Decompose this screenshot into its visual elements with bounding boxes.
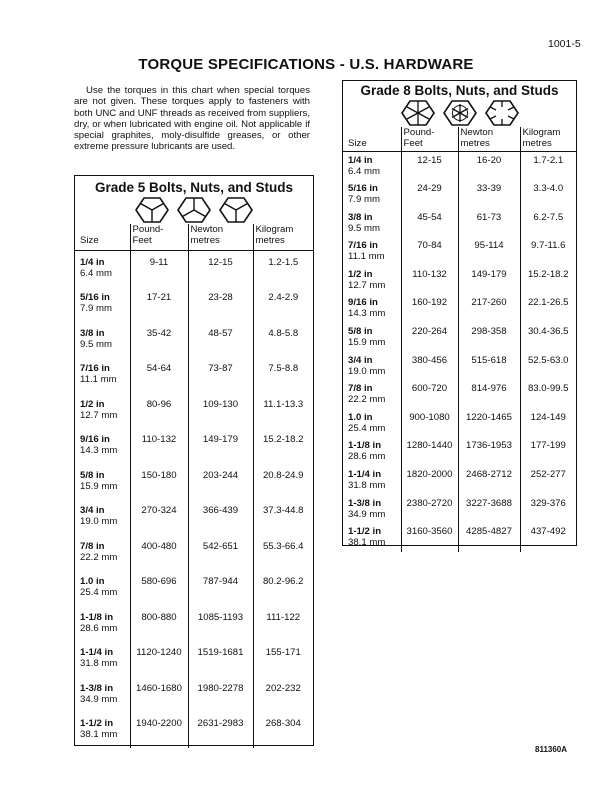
table-row	[343, 209, 576, 238]
kilogram-metres-cell: 37.3-44.8	[253, 499, 313, 535]
grade8-torque-table	[342, 80, 577, 549]
newton-metres-cell: 109-130	[188, 393, 253, 429]
pound-feet-cell: 35-42	[130, 322, 188, 358]
pound-feet-cell: 220-264	[401, 323, 458, 352]
table-row	[75, 393, 313, 429]
size-inches: 5/8 in	[348, 326, 373, 338]
size-mm: 7.9 mm	[348, 194, 380, 206]
size-mm: 14.3 mm	[348, 308, 386, 320]
hex-head-3-radial-lines-icon	[135, 196, 169, 224]
size-cell	[343, 380, 401, 409]
kilogram-metres-cell: 9.7-11.6	[520, 237, 576, 266]
kilogram-metres-cell: 15.2-18.2	[520, 266, 576, 295]
grade5-table	[75, 224, 313, 748]
size-mm: 25.4 mm	[348, 422, 386, 434]
newton-metres-cell: 16-20	[458, 152, 520, 181]
figure-number: 811360A	[535, 745, 568, 754]
page-number: 1001-5	[548, 38, 581, 50]
table-row	[75, 357, 313, 393]
grade5-torque-table	[74, 175, 314, 746]
size-cell	[343, 152, 401, 181]
newton-metres-cell: 12-15	[188, 251, 253, 287]
size-inches: 1-3/8 in	[348, 497, 382, 509]
hex-head-6-radial-lines-icon	[485, 99, 519, 127]
size-inches: 3/4 in	[80, 505, 105, 516]
size-mm: 22.2 mm	[80, 551, 118, 563]
newton-metres-cell: 515-618	[458, 352, 520, 381]
newton-metres-cell: 61-73	[458, 209, 520, 238]
pound-feet-cell: 1280-1440	[401, 437, 458, 466]
size-inches: 5/16 in	[80, 292, 110, 303]
size-inches: 5/16 in	[348, 183, 378, 195]
size-mm: 15.9 mm	[80, 480, 118, 492]
kilogram-metres-cell: 1.2-1.5	[253, 251, 313, 287]
kilogram-metres-cell: 202-232	[253, 677, 313, 713]
size-cell	[343, 466, 401, 495]
newton-metres-cell: 95-114	[458, 237, 520, 266]
table-header-row	[343, 127, 576, 152]
table-row	[343, 523, 576, 552]
pound-feet-cell: 1120-1240	[130, 641, 188, 677]
size-cell	[75, 606, 130, 642]
pound-feet-cell: 2380-2720	[401, 495, 458, 524]
size-cell	[75, 712, 130, 748]
intro-text: Use the torques in this chart when special torques are not given. These torques apply to fasteners with both UNC and UNF threads as received from suppliers, dry, or when lubricated with engine oil. Not applicable if special graphites, moly-disulfide greases, or other extreme pressure lubricants are used.	[74, 85, 310, 153]
size-cell	[343, 266, 401, 295]
pound-feet-cell: 1460-1680	[130, 677, 188, 713]
pound-feet-cell: 380-456	[401, 352, 458, 381]
kilogram-metres-header: Kilogram metres	[253, 224, 313, 251]
size-inches: 7/8 in	[80, 540, 105, 552]
pound-feet-cell: 24-29	[401, 180, 458, 209]
pound-feet-cell: 45-54	[401, 209, 458, 238]
newton-metres-cell: 1980-2278	[188, 677, 253, 713]
newton-metres-cell: 1085-1193	[188, 606, 253, 642]
size-mm: 9.5 mm	[348, 222, 380, 234]
newton-metres-cell: 787-944	[188, 570, 253, 606]
kilogram-metres-cell: 6.2-7.5	[520, 209, 576, 238]
size-inches: 3/8 in	[80, 327, 105, 339]
size-cell	[343, 237, 401, 266]
newton-metres-cell: 4285-4827	[458, 523, 520, 552]
size-inches: 1/2 in	[80, 398, 105, 410]
pound-feet-cell: 12-15	[401, 152, 458, 181]
size-inches: 5/8 in	[80, 469, 105, 481]
pound-feet-cell: 580-696	[130, 570, 188, 606]
newton-metres-cell: 2631-2983	[188, 712, 253, 748]
intro-paragraph	[74, 85, 310, 153]
size-mm: 15.9 mm	[348, 337, 386, 349]
pound-feet-header: Pound- Feet	[401, 127, 458, 152]
table-row	[75, 251, 313, 287]
kilogram-metres-cell: 1.7-2.1	[520, 152, 576, 181]
kilogram-metres-cell: 20.8-24.9	[253, 464, 313, 500]
newton-metres-cell: 1220-1465	[458, 409, 520, 438]
table-row	[343, 380, 576, 409]
newton-metres-cell: 48-57	[188, 322, 253, 358]
size-cell	[343, 180, 401, 209]
table-row	[343, 237, 576, 266]
table-header-row	[75, 224, 313, 251]
size-mm: 19.0 mm	[348, 365, 386, 377]
size-mm: 12.7 mm	[80, 409, 118, 421]
hex-head-3-radial-lines-icon	[177, 196, 211, 224]
table-row	[75, 464, 313, 500]
pound-feet-cell: 400-480	[130, 535, 188, 571]
size-mm: 31.8 mm	[348, 480, 386, 492]
table-row	[343, 266, 576, 295]
size-inches: 1-1/2 in	[348, 526, 382, 538]
pound-feet-cell: 9-11	[130, 251, 188, 287]
table-row	[75, 606, 313, 642]
table-row	[343, 323, 576, 352]
size-inches: 3/4 in	[348, 354, 373, 366]
kilogram-metres-cell: 11.1-13.3	[253, 393, 313, 429]
grade8-title: Grade 8 Bolts, Nuts, and Studs	[360, 83, 559, 98]
size-cell	[343, 323, 401, 352]
size-inches: 7/16 in	[80, 363, 110, 374]
pound-feet-cell: 270-324	[130, 499, 188, 535]
size-inches: 1-1/4 in	[348, 469, 382, 481]
kilogram-metres-header: Kilogram metres	[520, 127, 576, 152]
kilogram-metres-cell: 22.1-26.5	[520, 294, 576, 323]
pound-feet-cell: 900-1080	[401, 409, 458, 438]
size-mm: 6.4 mm	[80, 268, 112, 279]
size-inches: 1/4 in	[80, 257, 105, 268]
table-row	[343, 495, 576, 524]
size-cell	[75, 322, 130, 358]
size-mm: 28.6 mm	[80, 622, 118, 634]
size-inches: 9/16 in	[80, 434, 110, 445]
newton-metres-cell: 33-39	[458, 180, 520, 209]
kilogram-metres-cell: 7.5-8.8	[253, 357, 313, 393]
size-inches: 9/16 in	[348, 297, 378, 309]
kilogram-metres-cell: 15.2-18.2	[253, 428, 313, 464]
table-row	[343, 180, 576, 209]
table-row	[75, 535, 313, 571]
kilogram-metres-cell: 252-277	[520, 466, 576, 495]
size-inches: 1-1/8 in	[80, 611, 114, 623]
size-mm: 7.9 mm	[80, 303, 112, 314]
size-cell	[75, 570, 130, 606]
table-row	[343, 466, 576, 495]
newton-metres-cell: 814-976	[458, 380, 520, 409]
size-inches: 3/8 in	[348, 211, 373, 223]
table-row	[343, 437, 576, 466]
kilogram-metres-cell: 437-492	[520, 523, 576, 552]
newton-metres-cell: 542-651	[188, 535, 253, 571]
hex-head-3-radial-lines-icon	[219, 196, 253, 224]
pound-feet-cell: 80-96	[130, 393, 188, 429]
table-row	[75, 570, 313, 606]
table-row	[75, 286, 313, 322]
newton-metres-header: Newton metres	[188, 224, 253, 251]
kilogram-metres-cell: 111-122	[253, 606, 313, 642]
kilogram-metres-cell: 83.0-99.5	[520, 380, 576, 409]
kilogram-metres-cell: 124-149	[520, 409, 576, 438]
size-header: Size	[75, 224, 130, 251]
size-cell	[75, 251, 130, 287]
pound-feet-cell: 600-720	[401, 380, 458, 409]
size-mm: 11.1 mm	[80, 374, 117, 385]
size-cell	[75, 677, 130, 713]
size-mm: 38.1 mm	[348, 537, 386, 549]
size-mm: 22.2 mm	[348, 394, 386, 406]
size-mm: 14.3 mm	[80, 445, 118, 456]
size-mm: 38.1 mm	[80, 729, 118, 740]
table-row	[343, 409, 576, 438]
size-cell	[75, 357, 130, 393]
size-cell	[75, 499, 130, 535]
table-row	[75, 499, 313, 535]
page-title: TORQUE SPECIFICATIONS - U.S. HARDWARE	[138, 56, 474, 73]
kilogram-metres-cell: 55.3-66.4	[253, 535, 313, 571]
pound-feet-cell: 54-64	[130, 357, 188, 393]
newton-metres-cell: 2468-2712	[458, 466, 520, 495]
table-row	[343, 152, 576, 181]
pound-feet-header: Pound- Feet	[130, 224, 188, 251]
size-mm: 25.4 mm	[80, 587, 118, 598]
size-inches: 1-1/2 in	[80, 718, 114, 729]
grade5-bolt-head-icons	[75, 196, 313, 224]
size-cell	[343, 352, 401, 381]
newton-metres-cell: 217-260	[458, 294, 520, 323]
newton-metres-cell: 298-358	[458, 323, 520, 352]
pound-feet-cell: 150-180	[130, 464, 188, 500]
size-cell	[343, 437, 401, 466]
pound-feet-cell: 1820-2000	[401, 466, 458, 495]
size-cell	[343, 495, 401, 524]
size-cell	[75, 286, 130, 322]
newton-metres-cell: 23-28	[188, 286, 253, 322]
size-cell	[343, 523, 401, 552]
kilogram-metres-cell: 3.3-4.0	[520, 180, 576, 209]
newton-metres-cell: 149-179	[188, 428, 253, 464]
kilogram-metres-cell: 52.5-63.0	[520, 352, 576, 381]
size-inches: 1.0 in	[80, 576, 105, 587]
newton-metres-cell: 149-179	[458, 266, 520, 295]
size-inches: 7/16 in	[348, 240, 378, 252]
size-cell	[75, 393, 130, 429]
hex-head-6-radial-lines-icon	[443, 99, 477, 127]
size-header: Size	[343, 127, 401, 152]
table-row	[75, 428, 313, 464]
newton-metres-cell: 3227-3688	[458, 495, 520, 524]
kilogram-metres-cell: 155-171	[253, 641, 313, 677]
size-inches: 1-1/8 in	[348, 440, 382, 452]
newton-metres-cell: 1736-1953	[458, 437, 520, 466]
pound-feet-cell: 800-880	[130, 606, 188, 642]
pound-feet-cell: 17-21	[130, 286, 188, 322]
newton-metres-cell: 73-87	[188, 357, 253, 393]
size-cell	[343, 409, 401, 438]
kilogram-metres-cell: 4.8-5.8	[253, 322, 313, 358]
size-cell	[75, 428, 130, 464]
size-mm: 11.1 mm	[348, 251, 385, 263]
size-cell	[75, 464, 130, 500]
kilogram-metres-cell: 329-376	[520, 495, 576, 524]
size-inches: 1/4 in	[348, 155, 373, 166]
size-cell	[343, 209, 401, 238]
size-inches: 1.0 in	[348, 411, 373, 423]
size-mm: 31.8 mm	[80, 658, 118, 669]
newton-metres-cell: 203-244	[188, 464, 253, 500]
size-cell	[75, 535, 130, 571]
pound-feet-cell: 110-132	[401, 266, 458, 295]
newton-metres-cell: 1519-1681	[188, 641, 253, 677]
newton-metres-cell: 366-439	[188, 499, 253, 535]
grade8-table	[343, 127, 576, 552]
kilogram-metres-cell: 268-304	[253, 712, 313, 748]
size-mm: 9.5 mm	[80, 338, 112, 350]
size-mm: 28.6 mm	[348, 451, 386, 463]
size-cell	[75, 641, 130, 677]
table-row	[75, 641, 313, 677]
table-row	[343, 294, 576, 323]
kilogram-metres-cell: 2.4-2.9	[253, 286, 313, 322]
pound-feet-cell: 1940-2200	[130, 712, 188, 748]
table-row	[75, 712, 313, 748]
pound-feet-cell: 70-84	[401, 237, 458, 266]
pound-feet-cell: 110-132	[130, 428, 188, 464]
kilogram-metres-cell: 30.4-36.5	[520, 323, 576, 352]
kilogram-metres-cell: 177-199	[520, 437, 576, 466]
table-row	[75, 322, 313, 358]
grade8-bolt-head-icons	[343, 99, 576, 127]
newton-metres-header: Newton metres	[458, 127, 520, 152]
table-row	[343, 352, 576, 381]
size-mm: 6.4 mm	[348, 166, 380, 177]
pound-feet-cell: 3160-3560	[401, 523, 458, 552]
size-mm: 12.7 mm	[348, 279, 386, 291]
table-row	[75, 677, 313, 713]
kilogram-metres-cell: 80.2-96.2	[253, 570, 313, 606]
size-inches: 1/2 in	[348, 268, 373, 280]
size-inches: 1-3/8 in	[80, 682, 114, 694]
size-inches: 7/8 in	[348, 383, 373, 395]
grade5-title: Grade 5 Bolts, Nuts, and Studs	[94, 180, 294, 195]
size-inches: 1-1/4 in	[80, 647, 114, 658]
pound-feet-cell: 160-192	[401, 294, 458, 323]
size-cell	[343, 294, 401, 323]
hex-head-6-radial-lines-icon	[401, 99, 435, 127]
size-mm: 34.9 mm	[80, 693, 118, 705]
size-mm: 34.9 mm	[348, 508, 386, 520]
size-mm: 19.0 mm	[80, 516, 118, 527]
